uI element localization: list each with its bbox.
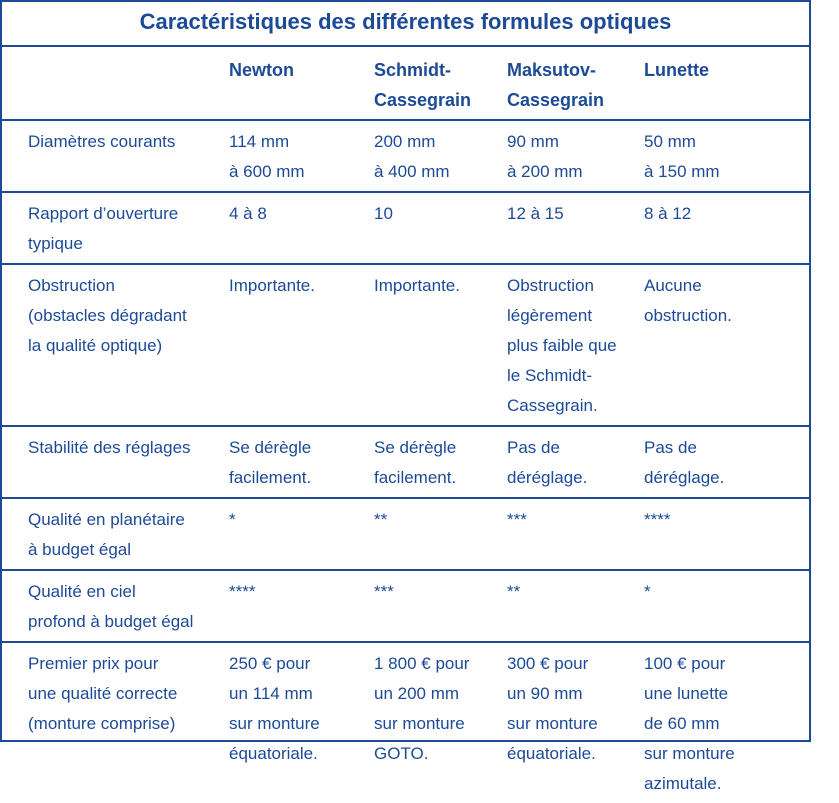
row-label-line: Obstruction xyxy=(28,276,115,295)
header-line: Cassegrain xyxy=(507,90,605,110)
row-label xyxy=(2,642,221,803)
row-label-line: la qualité optique) xyxy=(28,336,163,355)
cell-line: équatoriale. xyxy=(229,744,318,763)
row-label xyxy=(2,426,221,498)
table-cell xyxy=(636,426,809,498)
table-cell xyxy=(221,642,366,803)
table-cell xyxy=(499,264,636,426)
cell-line: *** xyxy=(374,582,394,601)
table-cell xyxy=(499,192,636,264)
cell-line: facilement. xyxy=(374,468,457,487)
cell-line: sur monture xyxy=(229,714,320,733)
table-cell xyxy=(366,570,499,642)
cell-line: Aucune xyxy=(644,276,702,295)
table-cell xyxy=(499,426,636,498)
table-cell xyxy=(366,498,499,570)
row-label xyxy=(2,570,221,642)
cell-line: obstruction. xyxy=(644,306,732,325)
cell-line: * xyxy=(229,510,236,529)
cell-line: azimutale. xyxy=(644,774,722,793)
row-label-line: Qualité en ciel xyxy=(28,582,136,601)
cell-line: 8 à 12 xyxy=(644,204,692,223)
header-line: Schmidt- xyxy=(374,60,452,80)
table-cell xyxy=(499,642,636,803)
header-line: Lunette xyxy=(644,60,709,80)
table-cell xyxy=(366,120,499,192)
table-cell xyxy=(366,426,499,498)
row-label xyxy=(2,192,221,264)
cell-line: ** xyxy=(507,582,521,601)
table-cell xyxy=(636,642,809,803)
cell-line: facilement. xyxy=(229,468,312,487)
row-label xyxy=(2,498,221,570)
cell-line: une lunette xyxy=(644,684,729,703)
cell-line: * xyxy=(644,582,651,601)
table-cell xyxy=(221,192,366,264)
cell-line: sur monture xyxy=(374,714,465,733)
cell-line: **** xyxy=(229,582,256,601)
header-row xyxy=(2,47,809,120)
table-cell xyxy=(221,426,366,498)
row-label-line: (monture comprise) xyxy=(28,714,176,733)
cell-line: 4 à 8 xyxy=(229,204,267,223)
row-label-line: à budget égal xyxy=(28,540,132,559)
cell-line: 200 mm xyxy=(374,132,436,151)
row-label-line: Rapport d’ouverture xyxy=(28,204,179,223)
cell-line: ** xyxy=(374,510,388,529)
cell-line: sur monture xyxy=(507,714,598,733)
row-label-line: (obstacles dégradant xyxy=(28,306,187,325)
row-label xyxy=(2,120,221,192)
cell-line: 114 mm xyxy=(229,132,290,151)
table-cell xyxy=(636,570,809,642)
cell-line: sur monture xyxy=(644,744,735,763)
cell-line: Se dérègle xyxy=(374,438,457,457)
table-cell xyxy=(221,120,366,192)
optics-comparison-table xyxy=(2,47,809,803)
cell-line: déréglage. xyxy=(644,468,725,487)
header-line: Newton xyxy=(229,60,294,80)
cell-line: Importante. xyxy=(374,276,460,295)
header-maksutov-cassegrain xyxy=(499,47,636,120)
row-label xyxy=(2,264,221,426)
cell-line: 12 à 15 xyxy=(507,204,564,223)
cell-line: un 200 mm xyxy=(374,684,460,703)
cell-line: à 150 mm xyxy=(644,162,720,181)
table-cell xyxy=(636,264,809,426)
table-row xyxy=(2,192,809,264)
cell-line: Pas de xyxy=(644,438,697,457)
cell-line: à 600 mm xyxy=(229,162,305,181)
cell-line: **** xyxy=(644,510,671,529)
header-lunette xyxy=(636,47,809,120)
table-title: Caractéristiques des différentes formules optiques xyxy=(2,2,809,47)
header-schmidt-cassegrain xyxy=(366,47,499,120)
cell-line: Cassegrain. xyxy=(507,396,598,415)
cell-line: Importante. xyxy=(229,276,315,295)
table-cell xyxy=(499,498,636,570)
cell-line: un 90 mm xyxy=(507,684,583,703)
cell-line: déréglage. xyxy=(507,468,588,487)
cell-line: 300 € pour xyxy=(507,654,589,673)
cell-line: *** xyxy=(507,510,527,529)
table-cell xyxy=(636,192,809,264)
table-body xyxy=(2,120,809,803)
cell-line: Obstruction xyxy=(507,276,594,295)
cell-line: 50 mm xyxy=(644,132,696,151)
table-cell xyxy=(366,264,499,426)
cell-line: de 60 mm xyxy=(644,714,720,733)
table-cell xyxy=(221,264,366,426)
table-cell xyxy=(366,192,499,264)
table-cell xyxy=(636,498,809,570)
table-row xyxy=(2,570,809,642)
cell-line: à 400 mm xyxy=(374,162,450,181)
table-cell xyxy=(499,570,636,642)
cell-line: légèrement xyxy=(507,306,593,325)
cell-line: équatoriale. xyxy=(507,744,596,763)
cell-line: Se dérègle xyxy=(229,438,312,457)
cell-line: 90 mm xyxy=(507,132,559,151)
cell-line: 250 € pour xyxy=(229,654,311,673)
cell-line: un 114 mm xyxy=(229,684,313,703)
table-cell xyxy=(221,570,366,642)
table-row xyxy=(2,426,809,498)
cell-line: plus faible que xyxy=(507,336,617,355)
cell-line: 1 800 € pour xyxy=(374,654,470,673)
table-row xyxy=(2,264,809,426)
cell-line: Pas de xyxy=(507,438,560,457)
header-corner xyxy=(2,47,221,120)
cell-line: GOTO. xyxy=(374,744,429,763)
table-row xyxy=(2,120,809,192)
table-cell xyxy=(499,120,636,192)
row-label-line: Qualité en planétaire xyxy=(28,510,185,529)
row-label-line: profond à budget égal xyxy=(28,612,194,631)
row-label-line: Diamètres courants xyxy=(28,132,176,151)
header-line: Cassegrain xyxy=(374,90,472,110)
header-line: Maksutov- xyxy=(507,60,597,80)
cell-line: à 200 mm xyxy=(507,162,583,181)
row-label-line: Stabilité des réglages xyxy=(28,438,191,457)
table-row xyxy=(2,498,809,570)
table-cell xyxy=(366,642,499,803)
table-cell xyxy=(221,498,366,570)
cell-line: 10 xyxy=(374,204,393,223)
row-label-line: typique xyxy=(28,234,83,253)
row-label-line: Premier prix pour xyxy=(28,654,159,673)
cell-line: 100 € pour xyxy=(644,654,726,673)
row-label-line: une qualité correcte xyxy=(28,684,178,703)
cell-line: le Schmidt- xyxy=(507,366,593,385)
table-row xyxy=(2,642,809,803)
header-newton xyxy=(221,47,366,120)
table-cell xyxy=(636,120,809,192)
